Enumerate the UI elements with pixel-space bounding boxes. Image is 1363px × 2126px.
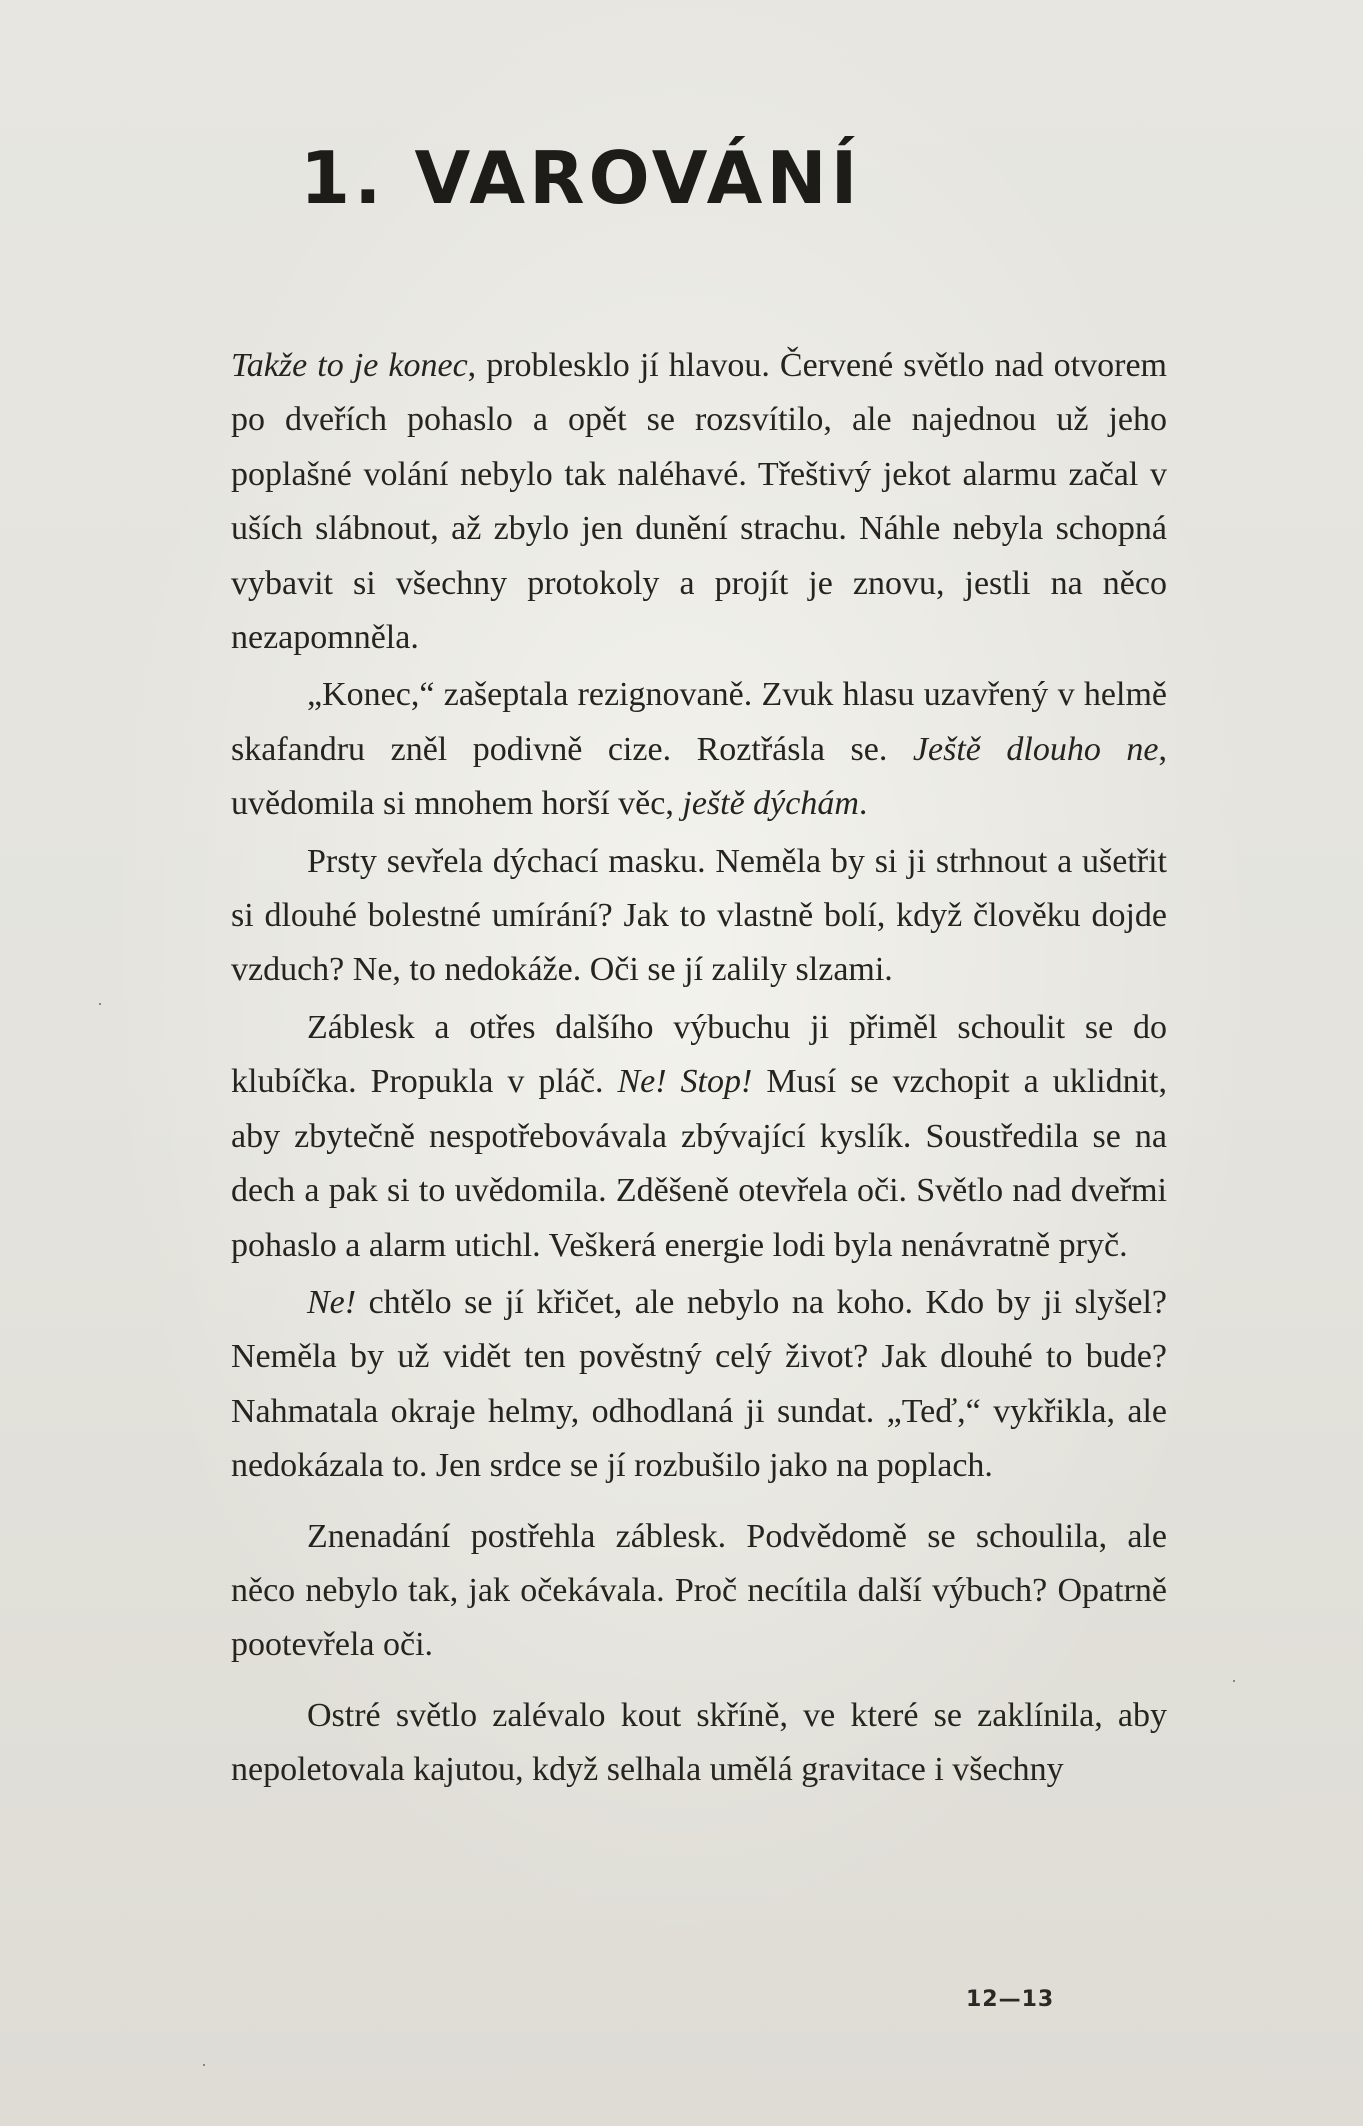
chapter-body xyxy=(231,339,1167,1798)
italic-run: Ne! xyxy=(307,1283,357,1321)
chapter-title: 1. VAROVÁNÍ xyxy=(300,136,862,220)
italic-run: Ještě dlouho ne xyxy=(912,730,1159,768)
text-run: , uvědomila si mnohem horší věc, xyxy=(231,730,1167,823)
text-run: „Konec,“ zašeptala rezignovaně. Zvuk hlasu uzavřený v helmě skafandru zněl podivně cize. Roztřásla se. xyxy=(231,676,1167,768)
paragraph xyxy=(231,339,1167,665)
text-run: Musí se vzchopit a uklidnit, aby zbytečně nespotřebovávala zbývající kyslík. Soustředila se na dech a pak si to uvědomila. Zděšeně otevřela oči. Světlo nad dveřmi pohaslo a alarm utichl. Veškerá energie lodi byla nenávratně pryč. xyxy=(231,1063,1167,1264)
page-number: 12—13 xyxy=(966,1987,1055,2012)
text-run: Záblesk a otřes dalšího výbuchu ji přiměl schoulit se do klubíčka. Propukla v pláč. xyxy=(231,1008,1167,1101)
paper-speck xyxy=(99,1003,101,1005)
paper-speck xyxy=(203,2064,205,2066)
paragraph xyxy=(231,835,1167,998)
paragraph xyxy=(231,1276,1167,1494)
text-run: Prsty sevřela dýchací masku. Neměla by si ji strhnout a ušetřit si dlouhé bolestné umírání? Jak to vlastně bolí, když člověku dojde vzduch? Ne, to nedokáže. Oči se jí zalily slzami. xyxy=(231,842,1167,989)
paragraph xyxy=(231,668,1167,831)
text-run: , problesklo jí hlavou. Červené světlo nad otvorem po dveřích pohaslo a opět se rozsvítilo, ale najednou už jeho poplašné volání nebylo tak naléhavé. Třeštivý jekot alarmu začal v uších slábnout, až zbylo jen dunění strachu. Náhle nebyla schopná vybavit si všechny protokoly a projít je znovu, jestli na něco nezapomněla. xyxy=(231,347,1167,657)
paragraph xyxy=(231,1689,1167,1798)
paper-speck xyxy=(1233,1680,1235,1682)
italic-run: Ne! Stop! xyxy=(617,1063,753,1101)
italic-run: Takže to je konec xyxy=(231,347,468,384)
text-run: chtělo se jí křičet, ale nebylo na koho. Kdo by ji slyšel? Neměla by už vidět ten pověstný celý život? Jak dlouhé to bude? Nahmatala okraje helmy, odhodlaná ji sundat. „Teď,“ vykřikla, ale nedokázala to. Jen srdce se jí rozbušilo jako na poplach. xyxy=(231,1283,1167,1485)
paragraph xyxy=(231,1001,1167,1273)
text-run: Ostré světlo zalévalo kout skříně, ve které se zaklínila, aby nepoletovala kajutou, když selhala umělá gravitace i všechny xyxy=(231,1696,1167,1789)
text-run: . xyxy=(858,785,868,823)
italic-run: ještě dýchám xyxy=(682,785,859,823)
paragraph xyxy=(231,1510,1167,1673)
text-run: Znenadání postřehla záblesk. Podvědomě se schoulila, ale něco nebylo tak, jak očekávala. Proč necítila další výbuch? Opatrně pootevřela oči. xyxy=(231,1517,1167,1664)
